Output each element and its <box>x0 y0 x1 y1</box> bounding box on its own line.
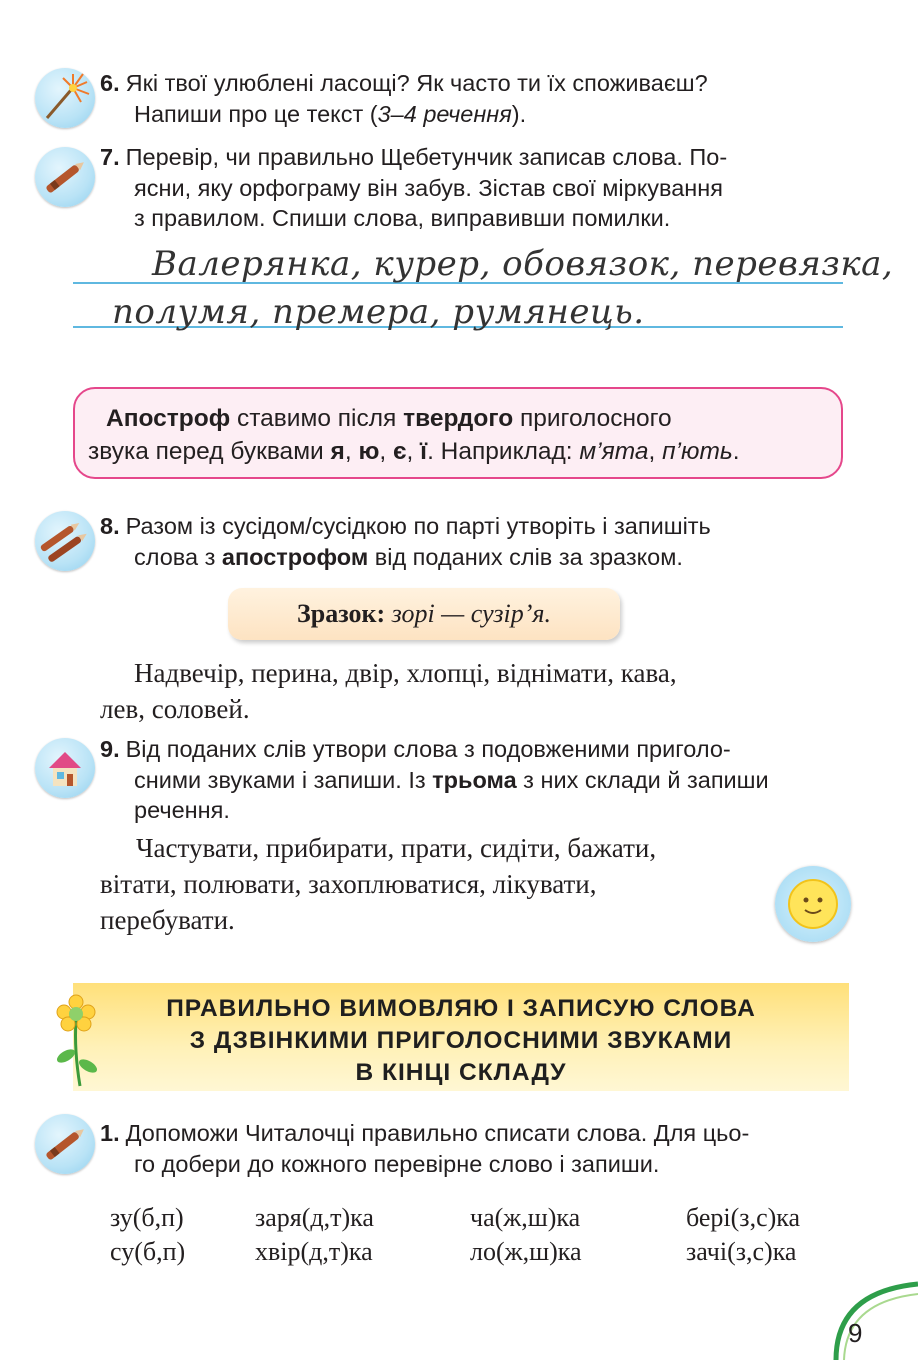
task-9 <box>100 734 846 826</box>
rule-text <box>88 402 830 468</box>
task-number: 7. <box>100 144 120 170</box>
page-number: 9 <box>848 1318 863 1348</box>
rule-text-part: ставимо після <box>230 405 404 432</box>
word-line: Частувати, прибирати, прати, сидіти, бажати, <box>136 833 657 863</box>
task-number: 8. <box>100 513 120 539</box>
task-6 <box>100 68 846 129</box>
task-text: від поданих слів за зразком. <box>368 543 683 570</box>
rule-bold: ю <box>358 438 380 465</box>
task-8 <box>100 511 846 572</box>
word-cell: су(б,п) <box>110 1237 186 1266</box>
page-corner-arc <box>822 1280 918 1360</box>
rule-text-part: . Наприклад: <box>427 438 580 465</box>
word-list-8 <box>100 655 846 727</box>
section-title-line: З ДЗВІНКИМИ ПРИГОЛОСНИМИ ЗВУКАМИ <box>189 1027 733 1054</box>
task-number: 9. <box>100 736 120 762</box>
task-text: ). <box>511 100 527 127</box>
pen-icon <box>35 147 95 207</box>
rule-text-part: приголосного <box>513 405 672 432</box>
word-list-9 <box>100 830 850 938</box>
task-number: 1. <box>100 1120 120 1146</box>
task-7 <box>100 142 846 234</box>
word-line: вітати, полювати, захоплюватися, лікувати, <box>100 869 597 899</box>
rule-bold: Апостроф <box>106 405 231 432</box>
task-text: Які твої улюблені ласощі? Як часто ти їх споживаєш? <box>125 70 708 96</box>
rule-text-part: , <box>406 438 421 465</box>
word-cell: заря(д,т)ка <box>255 1203 374 1232</box>
task-text: ясни, яку орфограму він забув. Зістав свої міркування <box>134 174 723 201</box>
task-text: го добери до кожного перевірне слово і запиши. <box>134 1150 660 1177</box>
task-text: Допоможи Читалочці правильно списати слова. Для цьо- <box>125 1120 750 1146</box>
task-text: речення. <box>134 797 230 823</box>
task-text-bold: апострофом <box>221 543 369 570</box>
house-icon <box>35 738 95 798</box>
word-cell: ча(ж,ш)ка <box>470 1203 581 1232</box>
rule-bold: ї <box>420 438 428 465</box>
sample-text: зорі — сузір’я. <box>385 599 551 628</box>
rule-text-part: , <box>344 438 359 465</box>
sample-label: Зразок: <box>297 599 386 628</box>
rule-text-part: , <box>648 438 663 465</box>
task-number: 6. <box>100 70 120 96</box>
task-text: сними звуками і запиши. Із <box>134 766 433 793</box>
word-cell: бері(з,с)ка <box>686 1203 801 1232</box>
handwritten-words: Валерянка, курер, обовязок, перевязка, <box>152 244 894 284</box>
task-text: з правилом. Спиши слова, виправивши помилки. <box>134 205 671 231</box>
task-text: з них склади й запиши <box>516 766 769 793</box>
word-cell: зу(б,п) <box>110 1203 184 1232</box>
word-cell: хвір(д,т)ка <box>255 1237 373 1266</box>
word-line: перебувати. <box>100 905 235 935</box>
word-line: Надвечір, перина, двір, хлопці, віднімати, кава, <box>134 658 677 688</box>
rule-bold: я <box>330 438 345 465</box>
rule-example: м’ята <box>579 438 649 465</box>
task-text: Разом із сусідом/сусідкою по парті утворіть і запишіть <box>125 513 711 539</box>
rule-text-part: звука перед буквами <box>88 438 331 465</box>
sparkler-icon <box>35 68 95 128</box>
rule-bold: твердого <box>403 405 514 432</box>
task-text: Від поданих слів утвори слова з подовженими приголо- <box>125 736 731 762</box>
rule-text-part: , <box>379 438 394 465</box>
rule-text-part: . <box>732 438 740 465</box>
word-cell: ло(ж,ш)ка <box>470 1237 582 1266</box>
task-text-bold: трьома <box>432 766 517 793</box>
task-text: Напиши про це текст ( <box>134 100 378 127</box>
word-line: лев, соловей. <box>100 694 250 724</box>
handwritten-words: полумя, премера, румянець. <box>112 292 645 332</box>
section-title-line: ПРАВИЛЬНО ВИМОВЛЯЮ І ЗАПИСУЮ СЛОВА <box>166 995 756 1022</box>
sun-smiley-icon <box>775 866 851 942</box>
rule-example: п’ють <box>662 438 733 465</box>
section-task-1 <box>100 1118 846 1179</box>
task-text: слова з <box>134 543 222 570</box>
pen-icon <box>35 1114 95 1174</box>
task-text-italic: 3–4 речення <box>377 100 512 127</box>
word-cell: зачі(з,с)ка <box>686 1237 797 1266</box>
section-title-line: В КІНЦІ СКЛАДУ <box>355 1059 567 1086</box>
section-title <box>73 993 849 1089</box>
rule-bold: є <box>393 438 407 465</box>
sample-box <box>228 588 620 640</box>
task-text: Перевір, чи правильно Щебетунчик записав слова. По- <box>125 144 728 170</box>
two-pens-icon <box>35 511 95 571</box>
